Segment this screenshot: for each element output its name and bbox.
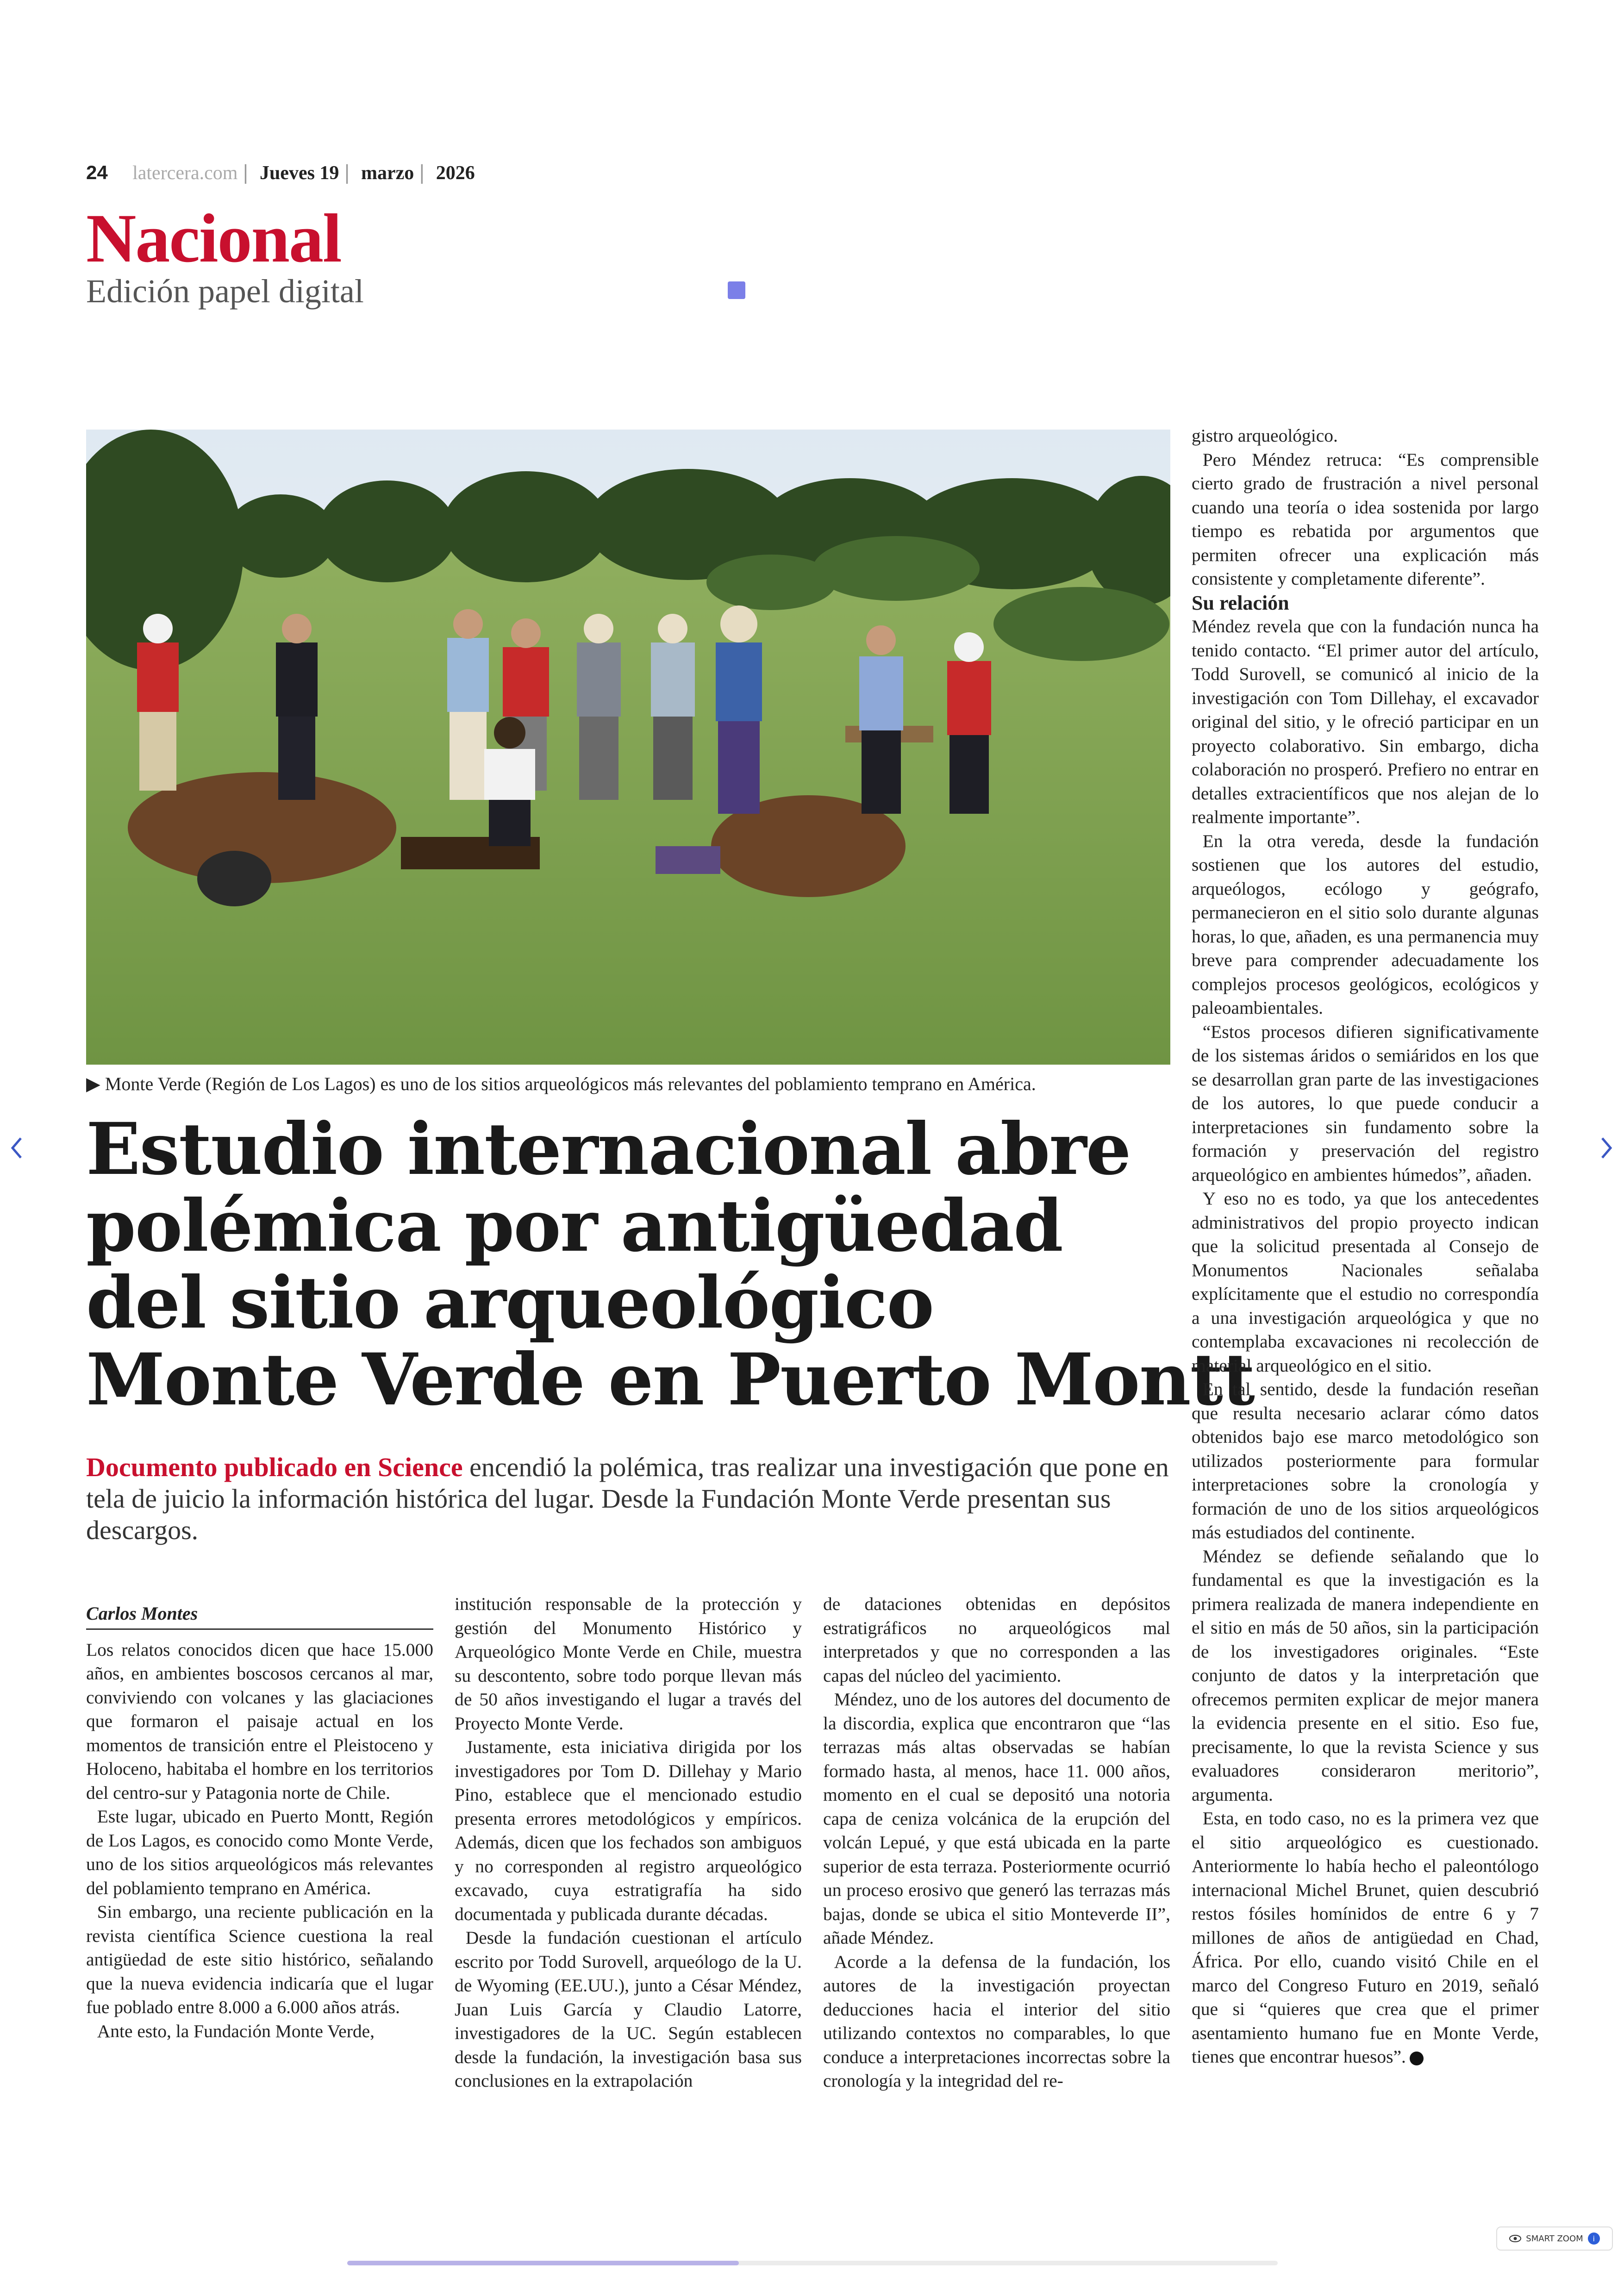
- article-column-1: [86, 1602, 433, 2043]
- deck: [86, 1452, 1174, 1546]
- next-page-button[interactable]: [1593, 1134, 1620, 1162]
- previous-page-button[interactable]: [3, 1134, 31, 1162]
- article-column-2: [455, 1592, 802, 2093]
- paragraph-text: Esta, en todo caso, no es la primera vez que el sitio arqueológico es cuestionado. Anteriormente lo había hecho el paleontólogo internacional Michel Brunet, quien descubrió restos fósiles homínidos de entre 6 y 7 millones de años de antigüedad en Chad, África. Por ello, cuando visitó Chile en el marco del Congreso Futuro en 2019, señaló que si “quieres que crea que el primer asentamiento humano fue en Monte Verde, tienes que encontrar huesos”.: [1192, 1808, 1539, 2067]
- paragraph: Acorde a la defensa de la fundación, los autores de la investigación proyectan deducciones hacia el interior del sitio utilizando contextos no comparables, lo que conduce a interpretaciones incorrectas sobre la cronología y la integridad del re-: [823, 1951, 1170, 2091]
- paragraph: Y eso no es todo, ya que los antecedentes administrativos del propio proyecto indican que la solicitud presentada al Consejo de Monumentos Nacionales señalaba explícitamente que el estudio no correspondía a una investigación arqueológica y que no contemplaba excavaciones ni recolección de material arqueológico en el sitio.: [1192, 1188, 1539, 1376]
- page-number: 24: [86, 162, 108, 183]
- smart-zoom-label: SMART ZOOM: [1526, 2233, 1583, 2244]
- paragraph: Justamente, esta iniciativa dirigida por los investigadores por Tom D. Dillehay y Mario Pino, establece que el mencionado estudio presenta errores metodológicos y empíricos. Además, dicen que los fechados son ambiguos y no corresponden al registro arqueológico excavado, cuya estratigrafía ha sido documentada y publicada durante décadas.: [455, 1737, 802, 1924]
- photo-caption: [86, 1073, 1170, 1095]
- paragraph: Méndez, uno de los autores del documento de la discordia, explica que encontraron que “las terrazas más altas observadas se habían formado hasta, al menos, hace 11. 000 años, momento en el cual se depositó una notoria capa de ceniza volcánica de la erupción del volcán Lepué, y que está ubicada en la parte superior de esta terraza. Posteriormente ocurrió un proceso erosivo que generó las terrazas más bajas, donde se ubica el sitio Monteverde II”, añade Méndez.: [823, 1689, 1170, 1948]
- paragraph: Este lugar, ubicado en Puerto Montt, Región de Los Lagos, es conocido como Monte Verde, uno de los sitios arqueológicos más relevantes del poblamiento temprano en América.: [86, 1806, 433, 1898]
- smart-zoom-button[interactable]: [1496, 2226, 1613, 2251]
- paragraph: gistro arqueológico.: [1192, 425, 1338, 446]
- article-column-4: [1192, 424, 1539, 2069]
- header-year: 2026: [436, 162, 475, 184]
- paragraph: “Estos procesos difieren significativamente de los sistemas áridos o semiáridos en los que se desarrollan gran parte de las investigaciones de los autores, lo que puede conducir a interpretaciones sin fundamento sobre la formación y preservación del registro arqueológico en ambientes húmedos”, añaden.: [1192, 1021, 1539, 1185]
- paragraph: Los relatos conocidos dicen que hace 15.000 años, en ambientes boscosos cercanos al mar, conviviendo con volcanes y las glaciaciones que formaron el paisaje actual en los momentos de transición entre el Pleistoceno y Holoceno, habitaba el hombre en los territorios del centro-sur y Patagonia norte de Chile.: [86, 1639, 433, 1803]
- deck-lead: Documento publicado en Science: [86, 1452, 463, 1482]
- paragraph: Ante esto, la Fundación Monte Verde,: [97, 2021, 375, 2041]
- paragraph: Sin embargo, una reciente publicación en la revista científica Science cuestiona la real antigüedad de este sitio histórico, señalando que la nueva evidencia indicaría que el lugar fue poblado entre 8.000 a 6.000 años atrás.: [86, 1902, 433, 2017]
- paragraph-last: [1192, 1807, 1539, 2069]
- header-month: marzo: [361, 162, 414, 184]
- byline: Carlos Montes: [86, 1602, 433, 1630]
- paragraph: En tal sentido, desde la fundación reseñan que resulta necesario aclarar cómo datos obtenidos bajo ese marco metodológico son utilizados posteriormente para formular interpretaciones sobre la cronología y formación de uno de los sitios arqueológicos más estudiados del continente.: [1192, 1379, 1539, 1542]
- paragraph: Desde la fundación cuestionan el artículo escrito por Todd Surovell, arqueólogo de la U. de Wyoming (EE.UU.), junto a César Méndez, Juan Luis García y Claudio Latorre, investigadores de la UC. Según establecen desde la fundación, la investigación basa sus conclusiones en la extrapolación: [455, 1927, 802, 2091]
- caption-text: Monte Verde (Región de Los Lagos) es uno de los sitios arqueológicos más relevantes del poblamiento temprano en América.: [105, 1073, 1036, 1094]
- eye-icon: [1509, 2235, 1521, 2242]
- paragraph: Pero Méndez retruca: “Es comprensible cierto grado de frustración a nivel personal cuando una teoría o idea sostenida por largo tiempo es rebatida por argumentos que permiten ofrecer una explicación más consistente y completamente diferente”.: [1192, 449, 1539, 589]
- info-badge-icon: i: [1588, 2233, 1600, 2245]
- page-header: 24 latercera.com | Jueves 19 | marzo | 2026: [86, 161, 475, 184]
- bookmark-marker-icon[interactable]: [728, 281, 745, 299]
- article-photo: [86, 430, 1170, 1065]
- headline-line: del sitio arqueológico: [86, 1261, 934, 1345]
- paragraph: Méndez se defiende señalando que lo fundamental es que la investigación es la primera realizada de manera independiente en el sitio en más de 50 años, sin la participación de los investigadores originales. “Este conjunto de datos y la interpretación que ofrecemos permiten explicar de mejor manera la evidencia presente en el sitio. Eso fue, precisamente, lo que la revista Science y sus evaluadores consideraron meritorio”, argumenta.: [1192, 1546, 1539, 1805]
- chevron-left-icon: [10, 1136, 24, 1160]
- paragraph: de dataciones obtenidas en depósitos estratigráficos no arqueológicos mal interpretados y que no corresponden a las capas del núcleo del yacimiento.: [823, 1594, 1170, 1686]
- paragraph: institución responsable de la protección y gestión del Monumento Histórico y Arqueológico Monte Verde en Chile, muestra su descontento, sobre todo porque llevan más de 50 años investigando el lugar a través del Proyecto Monte Verde.: [455, 1594, 802, 1734]
- deck-text: encendió la polémica, tras realizar una investigación que pone en tela de juicio la información histórica del lugar. Desde la Fundación Monte Verde presentan sus descargos.: [86, 1452, 1169, 1545]
- headline-line: Monte Verde en Puerto Montt: [86, 1338, 1254, 1422]
- chevron-right-icon: [1599, 1136, 1613, 1160]
- paragraph: En la otra vereda, desde la fundación sostienen que los autores del estudio, arqueólogos, ecólogo y geógrafo, permanecieron en el sitio solo durante algunas horas, lo que, añaden, es una permanencia muy breve para comprender adecuadamente los complejos procesos geológicos, ecológicos y paleoambientales.: [1192, 830, 1539, 1018]
- subheading: Su relación: [1192, 591, 1289, 614]
- article-column-3: [823, 1592, 1170, 2093]
- headline-line: Estudio internacional abre: [86, 1107, 1131, 1191]
- section-title: Nacional: [86, 200, 341, 277]
- paragraph: Méndez revela que con la fundación nunca ha tenido contacto. “El primer autor del artículo, Todd Surovell, se comunicó al inicio de la investigación con Tom Dillehay, el excavador original del sitio, y le ofreció participar en un proyecto colaborativo. Sin embargo, dicha colaboración no prosperó. Prefiero no entrar en detalles extracientíficos que nos alejan de lo realmente importante”.: [1192, 616, 1539, 827]
- caption-triangle-icon: ▶: [86, 1073, 100, 1094]
- site-name: latercera.com: [132, 162, 238, 184]
- end-mark-icon: [1410, 2052, 1424, 2065]
- page-scrollbar-thumb[interactable]: [347, 2261, 739, 2265]
- headline-line: polémica por antigüedad: [86, 1184, 1062, 1268]
- edition-label: Edición papel digital: [86, 273, 364, 310]
- header-day: Jueves 19: [259, 162, 339, 184]
- headline: [86, 1107, 1254, 1422]
